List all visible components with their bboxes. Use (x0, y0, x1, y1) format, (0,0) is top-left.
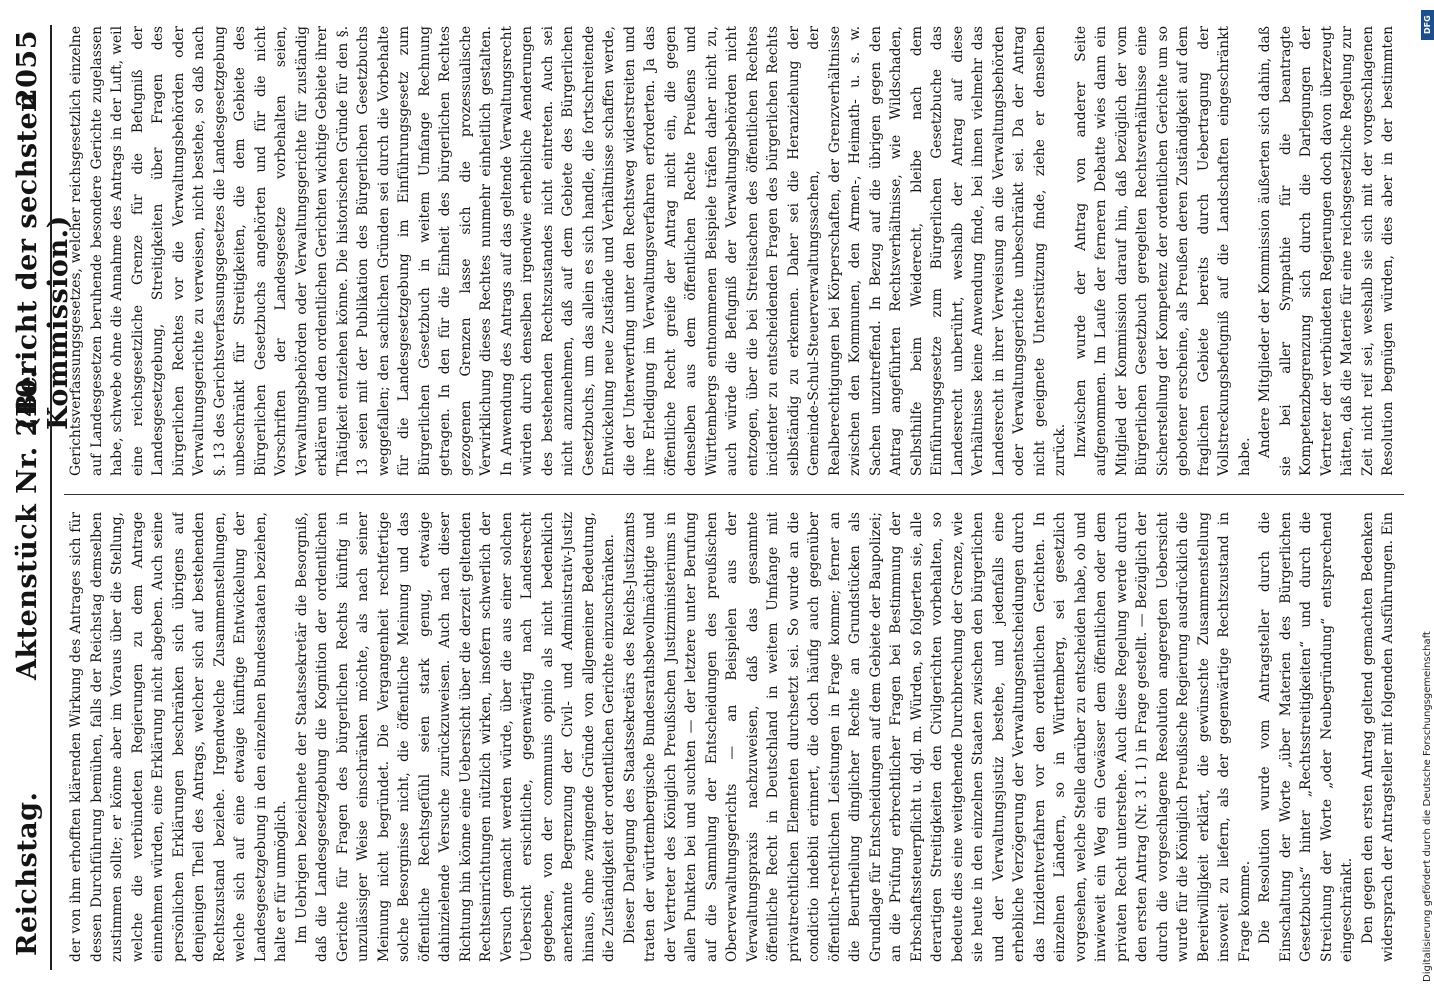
page-header (4, 30, 74, 970)
paragraph: Die Resolution wurde vom Antragsteller durch die Einschaltung der Worte „über Materien des Bürgerlichen Gesetzbuchs“ hinter „Rechtsstreitigkeiten“ und durch die Streichung der Worte „oder Neubegründung“ entsprechend eingeschränkt. (1257, 512, 1355, 962)
paragraph: Den gegen den ersten Antrag geltend gemachten Bedenken widersprach der Antragsteller mit folgenden Ausführungen. Ein (1359, 512, 1396, 962)
page-number: 2055 (12, 30, 43, 108)
paragraph: Gerichtsverfassungsgesetzes, welcher reichsgesetzlich einzelne auf Landesgesetzen beruhende besondere Gerichte zugelassen habe, schwebe ohne die Annahme des Antrags in der Luft, weil eine reichsgesetzliche Grenze für die Befugniß der Landesgesetzgebung, Streitigkeiten über Fragen des bürgerlichen Rechtes vor die Verwaltungsbehörden oder Verwaltungsgerichte zu verweisen, nicht bestehe, so daß nach §. 13 des Gerichtsverfassungsgesetzes die Landesgesetzgebung unbeschränkt für Streitigkeiten, die dem Gebiete des Bürgerlichen Gesetzbuchs angehörten und für die nicht Vorschriften der Landesgesetze vorbehalten seien, Verwaltungsbehörden oder Verwaltungsgerichte für zuständig erklären und den ordentlichen Gerichten wichtige Gebiete ihrer Thätigkeit entziehen könne. Die historischen Gründe für den §. 13 seien mit der Publikation des Bürgerlichen Gesetzbuchs weggefallen; den sachlichen Gründen sei durch die Vorbehalte für die Landesgesetzgebung im Einführungsgesetz zum Bürgerlichen Gesetzbuch in weitem Umfange Rechnung getragen. In den für die Einheit des bürgerlichen Rechtes gezogenen Grenzen lasse sich die prozessualische Verwirklichung dieses Rechtes nunmehr einheitlich gestalten. In Anwendung des Antrags auf das geltende Verwaltungsrecht würden durch denselben irgendwie erhebliche Aenderungen des bestehenden Rechtszustandes nicht eintreten. Auch sei nicht anzunehmen, daß auf dem Gebiete des Bürgerlichen Gesetzbuchs, um das allein es sich handle, die fortschreitende Entwickelung neue Zustände und Verhältnisse schaffen werde, die der Unterwerfung unter den Rechtsweg widerstreiten und ihre Erledigung im Verwaltungsverfahren erforderten. Ja das öffentliche Recht greife der Antrag nicht ein, die gegen denselben aus dem öffentlichen Rechte Preußens und Württembergs entnommenen Beispiele träfen daher nicht zu, auch würde die Befugniß der Verwaltungsbehörden nicht entzogen, über die bei Streitsachen des öffentlichen Rechtes incidenter zu entscheidenden Fragen des bürgerlichen Rechts selbständig zu erkennen. Daher sei die Heranziehung der Gemeinde-Schul-Steuerverwaltungssachen, der Realberechtigungen bei Körperschaften, der Grenzverhältnisse zwischen den Kommunen, den Armen-, Heimath- u. s. w. Sachen unzutreffend. In Bezug auf die übrigen gegen den Antrag angeführten Rechtsverhältnisse, wie Wildschaden, Selbsthilfe beim Weiderecht, bleibe nach dem Einführungsgesetze zum Bürgerlichen Gesetzbuche das Landesrecht unberührt, weshalb der Antrag auf diese Verhältnisse keine Anwendung finde, bei ihnen vielmehr das Landesrecht in ihrer Verweisung an die Verwaltungsbehörden oder Verwaltungsgerichte unbeschränkt sei. Da der Antrag nicht geeignete Unterstützung finde, ziehe er denselben zurück. (68, 26, 1068, 476)
right-column (66, 26, 1402, 476)
paragraph: Inzwischen wurde der Antrag von anderer Seite aufgenommen. Im Laufe der ferneren Debatte wies dann ein Mitglied der Kommission darauf hin, daß bezüglich der vom Bürgerlichen Gesetzbuch geregelten Rechtsverhältnisse eine Sicherstellung der Kompetenz der ordentlichen Gerichte um so gebotener erscheine, als Preußen deren Zuständigkeit auf dem fraglichen Gebiete bereits durch Uebertragung der Vollstreckungsbefugniß auf die Landschaften eingeschränkt habe. (1072, 26, 1253, 476)
header-right: (Bericht der sechsten Kommission.) (12, 91, 74, 430)
paragraph: Im Uebrigen bezeichnete der Staatssekretär die Besorgniß, daß die Landesgesetzgebung die Kognition der ordentlichen Gerichte für Fragen des bürgerlichen Rechts künftig in unzulässiger Weise einschränken möchte, als nach seiner Meinung nicht begründet. Die Vergangenheit rechtfertige solche Besorgnisse nicht, die öffentliche Meinung und das öffentliche Rechtsgefühl seien stark genug, etwaige dahinzielende Versuche zurückzuweisen. Auch nach dieser Richtung hin könne eine Uebersicht über die derzeit geltenden Rechtseinrichtungen nützlich wirken, insofern schwerlich der Versuch gemacht werden würde, über die aus einer solchen Uebersicht ersichtliche, gegenwärtig nach Landesrecht gegebene, von der communis opinio als nicht bedenklich anerkannte Begrenzung der Civil- und Administrativ-Justiz hinaus, ohne zwingende Gründe von allgemeiner Bedeutung, die Zuständigkeit der ordentlichen Gerichte einzuschränken. (293, 512, 617, 962)
header-rule (50, 25, 52, 970)
column-divider (64, 494, 1404, 495)
paragraph: der von ihm erhofften klärenden Wirkung des Antrages sich für dessen Durchführung bemühen, falls der Reichstag demselben zustimmen sollte; er könne aber im Voraus über die Stellung, welche die verbündeten Regierungen zu dem Antrage einnehmen würden, eine Erklärung nicht abgeben. Auch seine persönlichen Erklärungen beschränken sich übrigens auf denjenigen Theil des Antrags, welcher sich auf bestehenden Rechtszustand beziehe. Irgendwelche Zusammenstellungen, welche sich auf eine etwaige künftige Entwickelung der Landesgesetzgebung in den einzelnen Bundesstaaten beziehen, halte er für unmöglich. (68, 512, 289, 962)
digitization-credit: Digitalisierung gefördert durch die Deutsche Forschungsgemeinschaft (1422, 631, 1433, 982)
paragraph: Dieser Darlegung des Staatssekretärs des Reichs-Justizamts traten der württembergische Bundesrathsbevollmächtigte und der Vertreter des Königlich Preußischen Justizministeriums in allen Punkten bei und suchten — der letztere unter Berufung auf die Sammlung der Entscheidungen des preußischen Oberverwaltungsgerichts — an Beispielen aus der Verwaltungspraxis nachzuweisen, daß das gesammte öffentliche Recht in Deutschland in weitem Umfange mit privatrechtlichen Elementen durchsetzt sei. So wurde an die condictio indebiti erinnert, die doch häufig auch gegenüber öffentlich-rechtlichen Leistungen in Frage komme; ferner an die Beurtheilung dinglicher Rechte an Grundstücken als Grundlage für Entscheidungen auf dem Gebiete der Baupolizei; an die Prüfung erbrechtlicher Fragen bei Bestimmung der Erbschaftssteuerpflicht u. dgl. m. Würden, so folgerten sie, alle derartigen Streitigkeiten den Civilgerichten vorbehalten, so bedeute dies eine weitgehende Durchbrechung der Grenze, wie sie heute in den einzelnen Staaten zwischen den bürgerlichen und der Verwaltungsjustiz bestehe, und jedenfalls eine erhebliche Verzögerung der Verwaltungsentscheidungen durch das Inzidentverfahren vor den ordentlichen Gerichten. In einzelnen Ländern, so in Württemberg, sei gesetzlich vorgesehen, welche Stelle darüber zu entscheiden habe, ob und inwieweit ein Weg ein Gewässer dem öffentlichen oder dem privaten Recht unterstehe. Auch diese Regelung werde durch den ersten Antrag (Nr. 3 I. 1) in Frage gestellt. — Bezüglich der durch die vorgeschlagene Resolution angeregten Uebersicht wurde für die Königlich Preußische Regierung ausdrücklich die Bereitwilligkeit erklärt, die gewünschte Zusammenstellung insoweit zu liefern, als der gegenwärtige Rechtszustand in Frage komme. (621, 512, 1253, 962)
left-column (66, 512, 1402, 962)
header-left: Reichstag. (12, 791, 43, 956)
header-center: Aktenstück Nr. 240. (12, 368, 43, 680)
paragraph: Andere Mitglieder der Kommission äußerten sich dahin, daß sie bei aller Sympathie für die beantragte Kompetenzbegrenzung sich durch die Darlegungen der Vertreter der verbündeten Regierungen doch davon überzeugt hätten, daß die Materie für eine reichsgesetzliche Regelung zur Zeit nicht reif sei, weshalb sie sich mit der vorgeschlagenen Resolution begnügen würden, dies aber in der bestimmten (1257, 26, 1396, 476)
dfg-logo: DFG (1421, 10, 1434, 40)
